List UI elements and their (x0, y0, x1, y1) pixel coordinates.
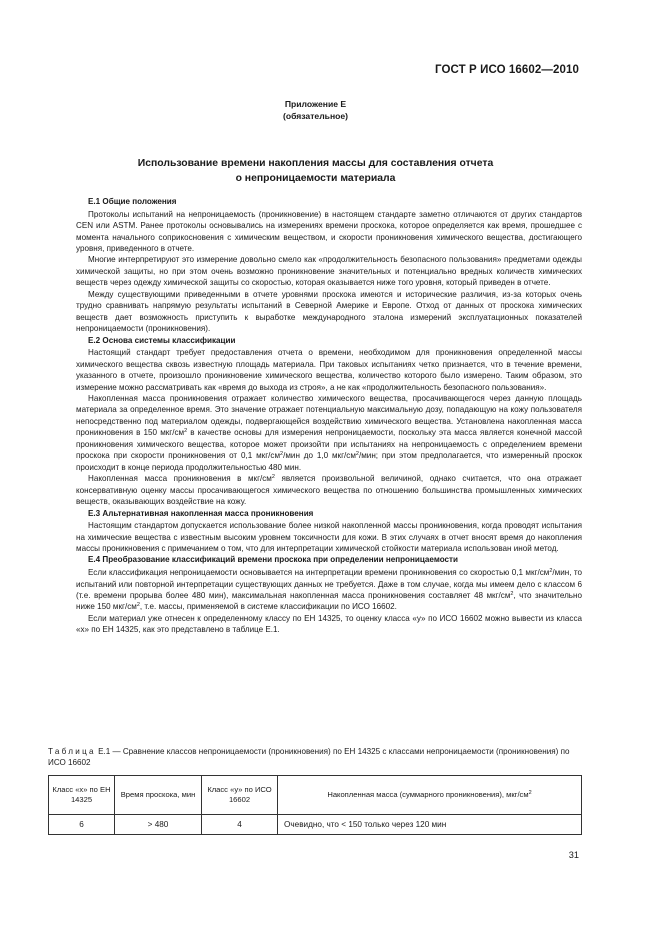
paragraph: Накопленная масса проникновения в мкг/$см^2$ является произвольной величиной, однако считается, что она отражает консервативную оценку массы просачивающегося химического вещества по отношению большинства промышленных химических веществ, оказывающих воздействие на кожу. (76, 474, 582, 507)
table-caption-prefix: Таблица (48, 747, 96, 756)
annex-title (0, 156, 631, 186)
annex-body (76, 196, 582, 636)
annex-heading (0, 98, 631, 122)
annex-label: Приложение Е (284, 99, 347, 109)
paragraph: Настоящим стандартом допускается использование более низкой накопленной массы проникновения, когда проводят испытания на химические вещества с известным высоким уровнем токсичности для кожи. В этих случаях в отчет вносят время до накопления массы проникновения с примечанием о том, что для интерпретации химической стойкости материала использован иной метод. (76, 521, 582, 554)
section-heading-e1: Е.1 Общие положения (88, 197, 177, 206)
table-cell: 6 (49, 815, 115, 835)
standard-designation: ГОСТ Р ИСО 16602—2010 (434, 64, 579, 76)
paragraph: Если классификация непроницаемости основывается на интерпретации времени проникновения со скоростью 0,1 мкг/$см^2$/мин, то испытаний или повторной интерпретации существующих данных не требуется. Даже в том случае, когда мы имеем дело с классом 6 (т.е. времени прорыва более 480 мин), максимальная накопленная масса проникновения составляет 48 мкг/$см^2$, что значительно ниже 150 мкг/$см^2$, т.е. массы, применяемой в системе классификации по ИСО 16602. (76, 568, 582, 612)
section-heading-e4: Е.4 Преобразование классификаций времени проскока при определении непроницаемости (88, 555, 458, 565)
table-header-cell: Накопленная масса (суммарного проникновения), мкг/$см^2$ (278, 776, 582, 815)
section-heading-e2: Е.2 Основа системы классификации (88, 335, 236, 345)
table-caption-text: Е.1 — Сравнение классов непроницаемости (проникновения) по ЕН 14325 с классами непроницаемости (проникновения) по ИСО 16602 (48, 747, 570, 768)
paragraph: Протоколы испытаний на непроницаемость (проникновение) в настоящем стандарте заметно отличаются от других стандартов CEN или ASTM. Ранее протоколы основывались на измерениях времени проскока, которое определяется как время, прошедшее с момента начального соприкосновения с химическим веществом, и скорости проникновения химического вещества, достигающего уровня, приведенного в отчете. (76, 209, 582, 253)
table-header-cell: Время проскока, мин (115, 776, 202, 815)
paragraph: Многие интерпретируют это измерение довольно смело как «продолжительность безопасного пользования» предметами одежды химической защиты, но при этом очень возможно проникновение значительных и потенциально вредных количеств химических веществ через одежду химической защиты со скоростью, которая оказывается ниже того уровня, который приведен в отчете. (76, 255, 582, 288)
table-header-cell: Класс «х» по ЕН 14325 (49, 776, 115, 815)
paragraph: Между существующими приведенными в отчете уровнями проскока имеются и исторические различия, из-за которых очень трудно сравнивать напрямую результаты испытаний в Северной Америке и Европе. Отход от данных от проскока химических веществ дает возможность приступить к выработке международного эталона измерений эксплуатационных показателей непроницаемости (проникновения). (76, 289, 582, 334)
table-cell: > 480 (115, 815, 202, 835)
annex-title-line-2: о непроницаемости материала (235, 173, 396, 184)
annex-title-line-1: Использование времени накопления массы для составления отчета (137, 158, 494, 169)
section-heading-e3: Е.3 Альтернативная накопленная масса проникновения (88, 508, 314, 518)
table-header-cell: Класс «у» по ИСО 16602 (202, 776, 278, 815)
table-cell: 4 (202, 815, 278, 835)
paragraph: Накопленная масса проникновения отражает количество химического вещества, просачивающегося через данную площадь материала за определенное время. Это значение отражает потенциальную максимальную дозу, попадающую на кожу пользователя непосредственно под материалом одежды, подвергающейся воздействию химического вещества. Установлена накопленная масса проникновения в 150 мкг/$см^2$ в качестве основы для измерения непроницаемости, поскольку эта масса является конечной массой проникновения химического вещества, которое может произойти при испытаниях на непроницаемость с определением времени проскока при скорости проникновения от 0,1 мкг/$см^2$/мин до 1,0 мкг/$см^2$/мин; при этом предполагается, что измеренный проскок происходит в конце периода продолжительностью 480 мин. (76, 393, 582, 472)
page-number: 31 (568, 850, 579, 860)
table-cell: Очевидно, что < 150 только через 120 мин (278, 815, 582, 835)
table-row (49, 815, 582, 835)
comparison-table (48, 775, 582, 835)
table-caption (48, 746, 582, 768)
annex-status: (обязательное) (282, 111, 349, 121)
table-header-row (49, 776, 582, 815)
paragraph: Если материал уже отнесен к определенному классу по ЕН 14325, то оценку класса «у» по ИСО 16602 можно вывести из класса «х» по ЕН 14325, как это представлено в таблице Е.1. (76, 613, 582, 635)
paragraph: Настоящий стандарт требует предоставления отчета о времени, необходимом для проникновения определенной массы химического вещества сквозь известную площадь материала. При таковых испытаниях четко признается, что в течение времени, указанного в отчете, произошло проникновение химического вещества, количество которого было измерено. Таким образом, это измерение можно рассматривать как «время до выхода из строя», а не как «продолжительность безопасного пользования». (76, 348, 582, 392)
